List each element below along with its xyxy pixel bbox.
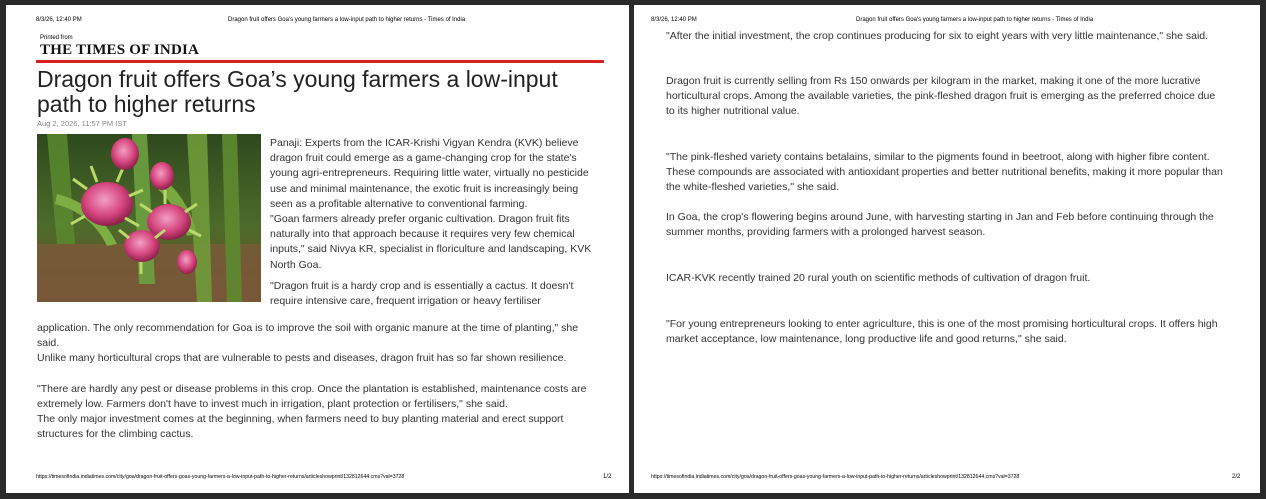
print-date: 8/3/26, 12:40 PM	[36, 17, 82, 23]
article-dateline: Aug 2, 2026, 11:57 PM IST	[37, 119, 127, 128]
print-url: https://timesofindia.indiatimes.com/city/goa/dragon-fruit-offers-goas-young-farmers-a-low-input-path-to-higher-returns/articleshowprint/132812644.cms?val=3728	[36, 474, 405, 480]
article-paragraph: "Dragon fruit is a hardy crop and is essentially a cactus. It doesn't require intensive care, frequent irrigation or heavy fertiliser	[270, 279, 574, 308]
printed-from-label: Printed from	[40, 35, 73, 41]
article-paragraph: application. The only recommendation for Goa is to improve the soil with organic manure at the time of planting," she said.	[37, 322, 579, 350]
article-paragraph: Panaji: Experts from the ICAR-Krishi Vigyan Kendra (KVK) believe dragon fruit could emerge as a game-changing crop for the state's young agri-entrepreneurs. Requiring little water, virtually no pesticide use and minimal maintenance, the exotic fruit is increasingly being seen as a profitable alternative to conventional farming.	[270, 137, 589, 210]
article-paragraph: "Goan farmers already prefer organic cultivation. Dragon fruit fits naturally into that approach because it requires very few chemical inputs," said Nivya KR, specialist in floriculture and landscaping, KVK North Goa.	[270, 213, 592, 271]
page-number: 1/2	[603, 474, 612, 480]
article-paragraph: "There are hardly any pest or disease problems in this crop. Once the plantation is established, maintenance costs are extremely low. Farmers don't have to invest much in irrigation, plant protection or fertilisers," she said.	[37, 382, 587, 410]
article-paragraph: "For young entrepreneurs looking to enter agriculture, this is one of the most promising horticultural crops. It offers high market acceptance, low maintenance, long productive life and good returns," she said.	[666, 318, 1218, 346]
article-paragraph: ICAR-KVK recently trained 20 rural youth on scientific methods of cultivation of dragon fruit.	[666, 272, 1091, 284]
dragon-fruit-photo	[37, 134, 261, 302]
article-full-column	[37, 321, 603, 442]
article-headline: Dragon fruit offers Goa’s young farmers a low-input path to higher returns	[37, 66, 558, 117]
masthead-divider	[36, 60, 604, 63]
article-paragraph: Dragon fruit is currently selling from Rs 150 onwards per kilogram in the market, making it one of the more lucrative horticultural crops. Among the available varieties, the pink-fleshed dragon fruit is emerging as the preferred choice due to its higher nutritional value.	[666, 75, 1216, 118]
print-date: 8/3/26, 12:40 PM	[651, 17, 697, 23]
article-paragraph: In Goa, the crop's flowering begins around June, with harvesting starting in Jan and Feb before continuing through the summer months, providing farmers with a prolonged harvest season.	[666, 211, 1214, 239]
print-page-title: Dragon fruit offers Goa's young farmers a low-input path to higher returns - Times of India	[228, 17, 466, 23]
publication-logo: THE TIMES OF INDIA	[40, 42, 200, 58]
article-paragraph: "After the initial investment, the crop continues producing for six to eight years with very little maintenance," she said.	[666, 30, 1209, 42]
page-number: 2/2	[1232, 474, 1241, 480]
print-page-title: Dragon fruit offers Goa's young farmers a low-input path to higher returns - Times of India	[856, 17, 1094, 23]
print-page-1	[6, 5, 629, 493]
print-page-2	[634, 5, 1260, 493]
article-wrap-column	[270, 136, 600, 309]
article-paragraph: The only major investment comes at the beginning, when farmers need to buy planting material and erect support structures for the climbing cactus.	[37, 413, 564, 441]
print-url: https://timesofindia.indiatimes.com/city/goa/dragon-fruit-offers-goas-young-farmers-a-low-input-path-to-higher-returns/articleshowprint/132812644.cms?val=3728	[651, 474, 1020, 480]
article-paragraph: Unlike many horticultural crops that are vulnerable to pests and diseases, dragon fruit has so far shown resilience.	[37, 352, 567, 365]
article-paragraph: "The pink-fleshed variety contains betalains, similar to the pigments found in beetroot, along with higher fibre content. These compounds are associated with antioxidant properties and better nutritional benefits, making it more popular than the white-fleshed varieties," she said.	[666, 151, 1223, 194]
